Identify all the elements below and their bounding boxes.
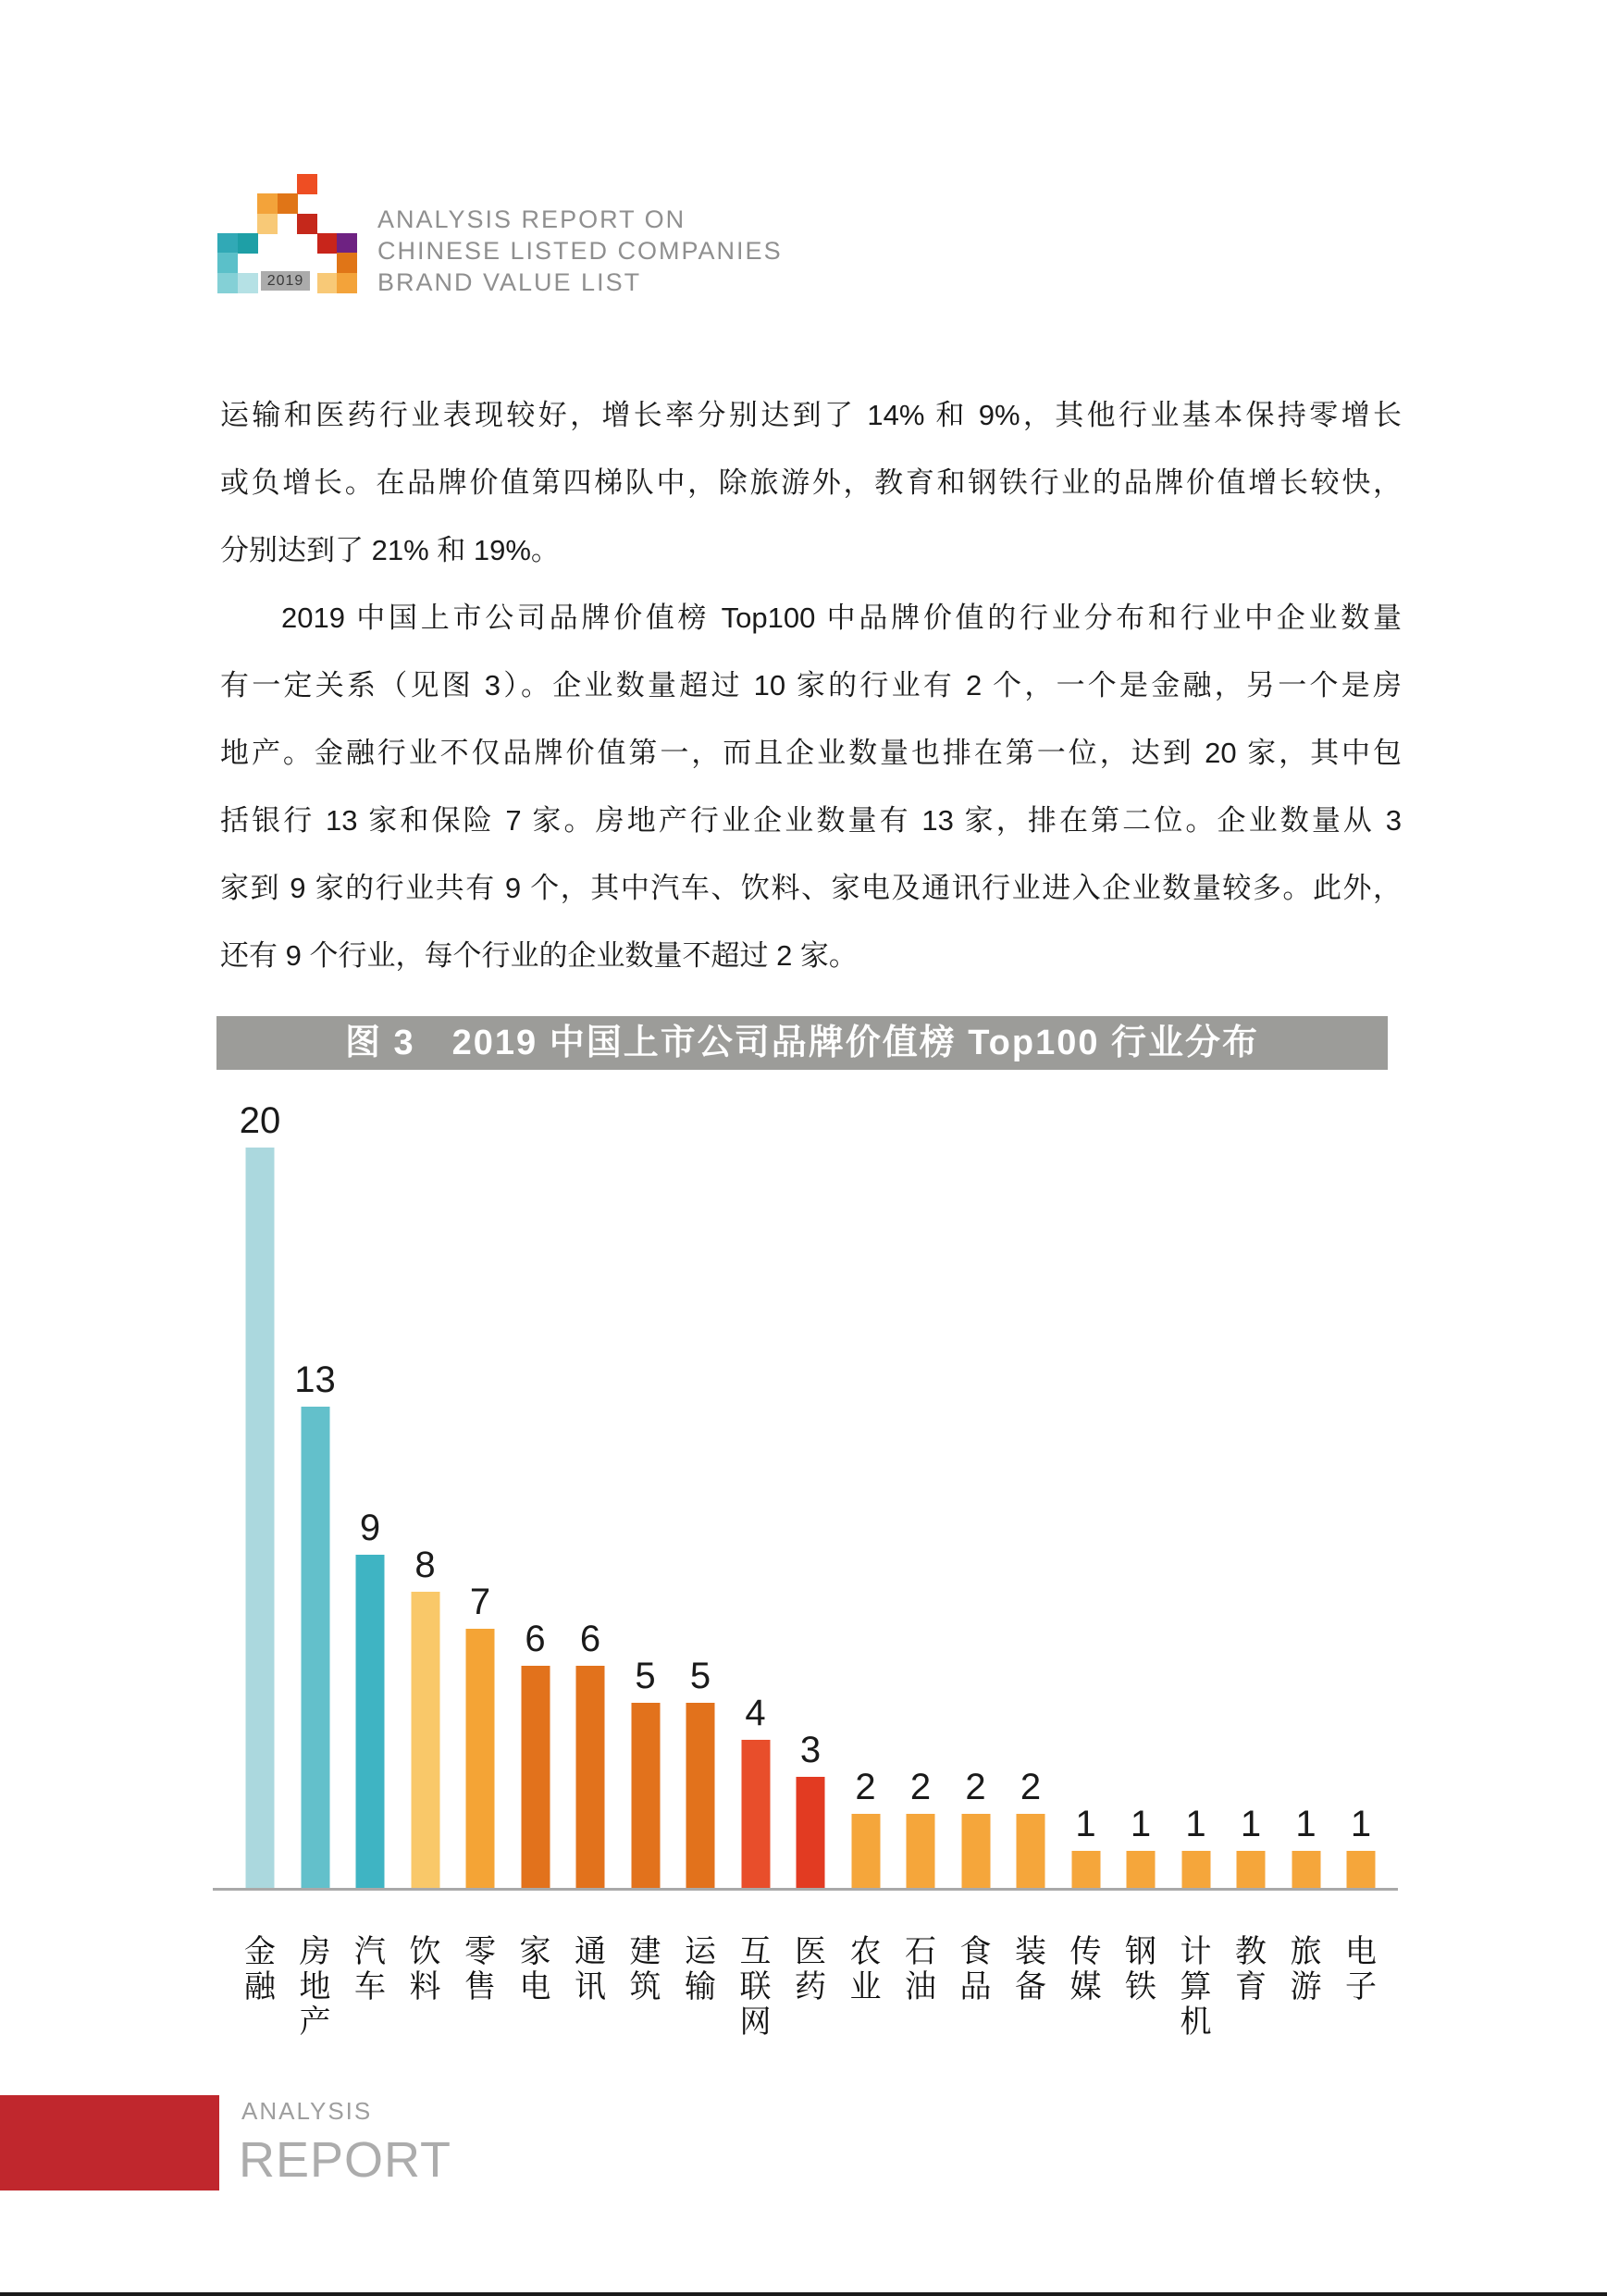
category-labels	[213, 1934, 1398, 2156]
bar-value-label: 1	[1240, 1804, 1262, 1844]
category-label-农业: 农 业	[849, 1934, 882, 2004]
footer-report-text: REPORT	[239, 2132, 452, 2188]
header-title-line-1: ANALYSIS REPORT ON	[377, 205, 686, 233]
category-label-旅游: 旅 游	[1290, 1934, 1322, 2004]
category-label-装备: 装 备	[1015, 1934, 1046, 2004]
category-label-钢铁: 钢 铁	[1125, 1934, 1156, 2004]
body-text-line: 运输和医药行业表现较好，增长率分别达到了 14% 和 9%，其他行业基本保持零增长	[220, 399, 1402, 431]
logo-year-badge: 2019	[261, 271, 310, 291]
bar-value-label: 9	[359, 1508, 381, 1548]
bar-电子	[1347, 1851, 1376, 1888]
logo-cell	[217, 273, 238, 293]
body-text-line: 还有 9 个行业，每个行业的企业数量不超过 2 家。	[220, 939, 858, 972]
bar-教育	[1237, 1851, 1266, 1888]
category-label-电子: 电 子	[1345, 1934, 1377, 2004]
logo-mosaic	[217, 174, 358, 294]
header-title	[377, 204, 783, 298]
bar-钢铁	[1127, 1851, 1156, 1888]
footer-accent-block	[0, 2095, 219, 2191]
category-label-零售: 零 售	[464, 1934, 496, 2004]
bar-value-label: 2	[855, 1767, 876, 1807]
bar-value-label: 20	[239, 1100, 281, 1141]
bar-value-label: 6	[579, 1619, 601, 1659]
logo-cell	[297, 174, 317, 194]
bar-计算机	[1181, 1851, 1210, 1888]
category-label-运输: 运 输	[685, 1934, 716, 2004]
category-label-汽车: 汽 车	[354, 1934, 386, 2004]
logo-cell	[238, 273, 258, 293]
body-text-line: 2019 中国上市公司品牌价值榜 Top100 中品牌价值的行业分布和行业中企业数量	[281, 602, 1402, 634]
category-label-食品: 食 品	[959, 1934, 992, 2004]
bar-value-label: 2	[909, 1767, 932, 1807]
bar-value-label: 4	[745, 1693, 766, 1733]
bar-饮料	[411, 1592, 439, 1888]
bar-value-label: 2	[1020, 1767, 1042, 1807]
logo-cell	[297, 214, 317, 234]
bar-家电	[521, 1666, 550, 1888]
bar-value-label: 6	[525, 1619, 546, 1659]
body-text-line: 有一定关系（见图 3）。企业数量超过 10 家的行业有 2 个，一个是金融，另一个是房	[220, 669, 1402, 701]
body-text-line: 家到 9 家的行业共有 9 个，其中汽车、饮料、家电及通讯行业进入企业数量较多。此外，	[220, 872, 1402, 904]
figure-title-bar: 图 3 2019 中国上市公司品牌价值榜 Top100 行业分布	[216, 1016, 1388, 1070]
bar-金融	[246, 1148, 275, 1888]
bar-value-label: 7	[469, 1582, 491, 1622]
bar-value-label: 5	[689, 1656, 711, 1696]
bar-value-label: 1	[1075, 1804, 1096, 1844]
header-title-line-2: CHINESE LISTED COMPANIES	[377, 237, 783, 265]
category-label-教育: 教 育	[1235, 1934, 1267, 2004]
bar-零售	[466, 1629, 495, 1888]
bar-建筑	[631, 1703, 660, 1888]
category-label-金融: 金 融	[244, 1934, 276, 2004]
logo-cell	[317, 273, 338, 293]
logo-cell	[238, 233, 258, 254]
body-text-line: 或负增长。在品牌价值第四梯队中，除旅游外，教育和钢铁行业的品牌价值增长较快，	[220, 466, 1402, 499]
bar-石油	[907, 1814, 935, 1888]
bar-运输	[686, 1703, 715, 1888]
bar-value-label: 1	[1350, 1804, 1372, 1844]
bar-value-label: 1	[1295, 1804, 1317, 1844]
bar-chart	[213, 1092, 1398, 1891]
category-label-家电: 家 电	[519, 1934, 551, 2004]
category-label-互联网: 互 联 网	[739, 1934, 772, 2040]
bar-value-label: 1	[1185, 1804, 1206, 1844]
body-text-line: 分别达到了 21% 和 19%。	[220, 534, 560, 566]
bar-食品	[961, 1814, 990, 1888]
category-label-建筑: 建 筑	[629, 1934, 661, 2004]
body-text	[220, 381, 1402, 989]
bar-汽车	[356, 1555, 385, 1888]
category-label-传媒: 传 媒	[1069, 1934, 1102, 2004]
bar-通讯	[576, 1666, 605, 1888]
bar-装备	[1017, 1814, 1045, 1888]
logo-cell	[337, 253, 357, 273]
bar-value-label: 1	[1130, 1804, 1152, 1844]
body-text-line: 地产。金融行业不仅品牌价值第一，而且企业数量也排在第一位，达到 20 家，其中包	[220, 737, 1402, 769]
page-bottom-edge	[0, 2292, 1607, 2296]
bar-农业	[851, 1814, 880, 1888]
logo-cell	[278, 193, 298, 214]
body-text-line: 括银行 13 家和保险 7 家。房地产行业企业数量有 13 家，排在第二位。企业数量从 3	[220, 804, 1402, 837]
logo-cell	[217, 233, 238, 254]
bar-value-label: 2	[965, 1767, 986, 1807]
bar-value-label: 3	[799, 1730, 822, 1770]
bar-房地产	[301, 1407, 329, 1888]
bar-传媒	[1071, 1851, 1100, 1888]
bar-value-label: 13	[294, 1359, 336, 1400]
footer-analysis-text: ANALYSIS	[241, 2097, 373, 2125]
category-label-石油: 石 油	[905, 1934, 936, 2004]
logo-cell	[337, 273, 357, 293]
logo-cell	[337, 233, 357, 254]
category-label-房地产: 房 地 产	[299, 1934, 331, 2040]
bar-value-label: 5	[635, 1656, 656, 1696]
logo-cell	[257, 214, 278, 234]
category-label-饮料: 饮 料	[409, 1934, 441, 2004]
category-label-计算机: 计 算 机	[1180, 1934, 1212, 2040]
logo-cell	[217, 253, 238, 273]
bar-value-label: 8	[414, 1545, 436, 1585]
header-title-line-3: BRAND VALUE LIST	[377, 268, 642, 296]
logo-cell	[257, 193, 278, 214]
category-label-医药: 医 药	[795, 1934, 826, 2004]
bar-医药	[797, 1777, 825, 1888]
bar-互联网	[741, 1740, 770, 1888]
bar-旅游	[1292, 1851, 1320, 1888]
category-label-通讯: 通 讯	[575, 1934, 606, 2004]
logo-cell	[317, 233, 338, 254]
